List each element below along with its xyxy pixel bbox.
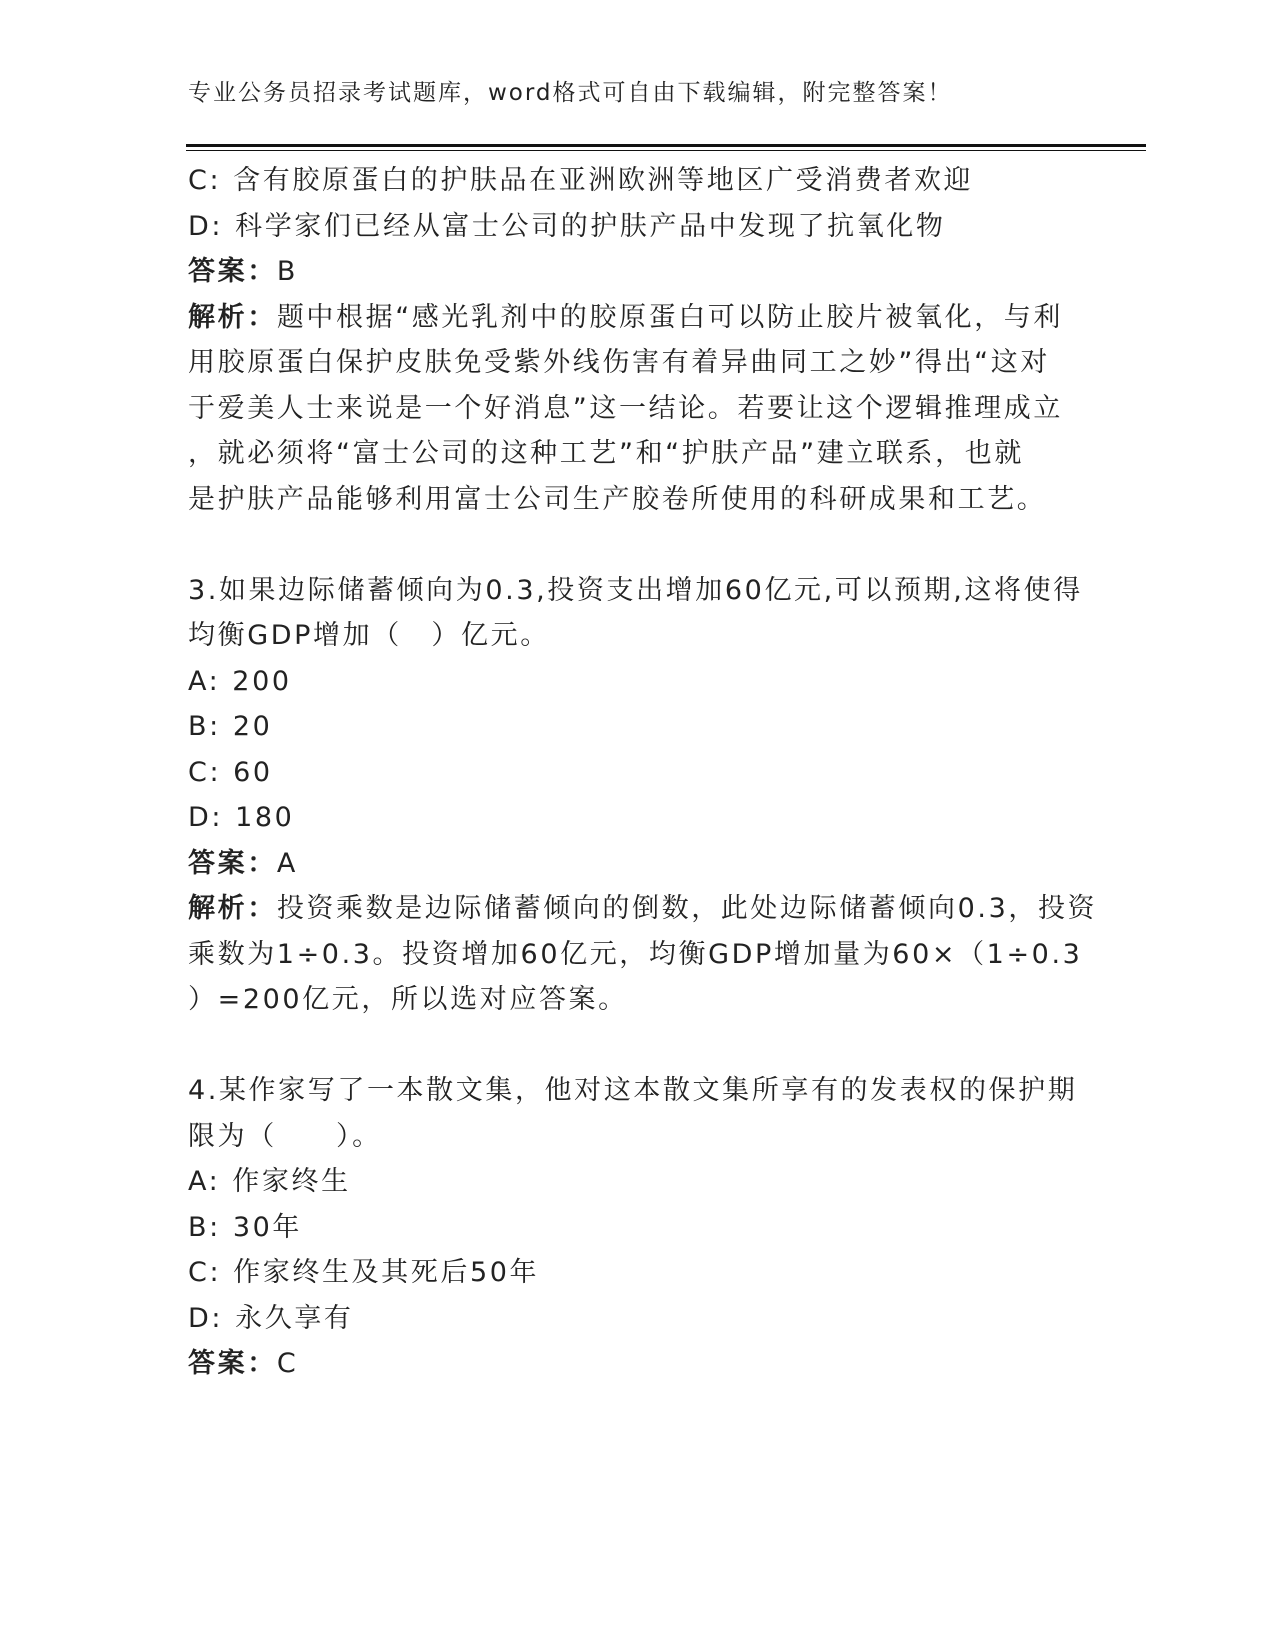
- answer-value: C: [276, 1348, 299, 1379]
- option-d: D: 永久享有: [188, 1302, 354, 1334]
- option-a: A: 作家终生: [188, 1166, 351, 1197]
- analysis-line: ，就必须将“富士公司的这种工艺”和“护肤产品”建立联系，也就: [188, 438, 1024, 469]
- spacer: [188, 522, 1088, 568]
- question-stem: 3.如果边际储蓄倾向为0.3,投资支出增加60亿元,可以预期,这将使得: [188, 574, 1083, 606]
- option-c: C: 含有胶原蛋白的护肤品在亚洲欧洲等地区广受消费者欢迎: [188, 165, 974, 196]
- answer-line: [188, 1341, 1088, 1387]
- analysis-label: 解析：: [188, 301, 277, 333]
- page-header: 专业公务员招录考试题库，word格式可自由下载编辑，附完整答案！: [188, 80, 953, 106]
- question-stem: 均衡GDP增加（ ）亿元。: [188, 620, 550, 651]
- analysis-line: 乘数为1÷0.3。投资增加60亿元，均衡GDP增加量为60×（1÷0.3: [188, 938, 1083, 970]
- analysis-line: 用胶原蛋白保护皮肤免受紫外线伤害有着异曲同工之妙”得出“这对: [188, 347, 1050, 378]
- option-c: C: 60: [188, 756, 273, 788]
- question-stem: 4.某作家写了一本散文集，他对这本散文集所享有的发表权的保护期: [188, 1075, 1078, 1106]
- analysis-label: 解析：: [188, 893, 277, 924]
- option-c: C: 作家终生及其死后50年: [188, 1257, 540, 1288]
- header-rule-thin: [186, 150, 1146, 151]
- spacer: [188, 1023, 1088, 1069]
- option-b: B: 30年: [188, 1211, 302, 1243]
- answer-label: 答案：: [188, 1348, 277, 1379]
- option-a: A: 200: [188, 665, 292, 697]
- answer-value: B: [276, 256, 298, 287]
- analysis-line: 于爱美人士来说是一个好消息”这一结论。若要让这个逻辑推理成立: [188, 392, 1063, 424]
- analysis-line: ）=200亿元，所以选对应答案。: [188, 984, 628, 1015]
- option-d: D: 180: [188, 802, 295, 833]
- option-d: D: 科学家们已经从富士公司的护肤产品中发现了抗氧化物: [188, 210, 946, 242]
- analysis-line: 是护肤产品能够利用富士公司生产胶卷所使用的科研成果和工艺。: [188, 483, 1047, 515]
- answer-label: 答案：: [188, 256, 277, 287]
- analysis-line: 解析：投资乘数是边际储蓄倾向的倒数，此处边际储蓄倾向0.3，投资: [188, 893, 1098, 924]
- header-rule-thick: [186, 144, 1146, 147]
- document-content: [188, 158, 1098, 1387]
- answer-label: 答案：: [188, 847, 277, 879]
- question-stem: 限为（ ）。: [188, 1120, 382, 1152]
- answer-line: [188, 249, 1088, 295]
- analysis-line: 解析：题中根据“感光乳剂中的胶原蛋白可以防止胶片被氧化，与利: [188, 301, 1063, 333]
- answer-line: [188, 841, 1088, 887]
- option-b: B: 20: [188, 711, 273, 742]
- answer-value: A: [276, 847, 298, 879]
